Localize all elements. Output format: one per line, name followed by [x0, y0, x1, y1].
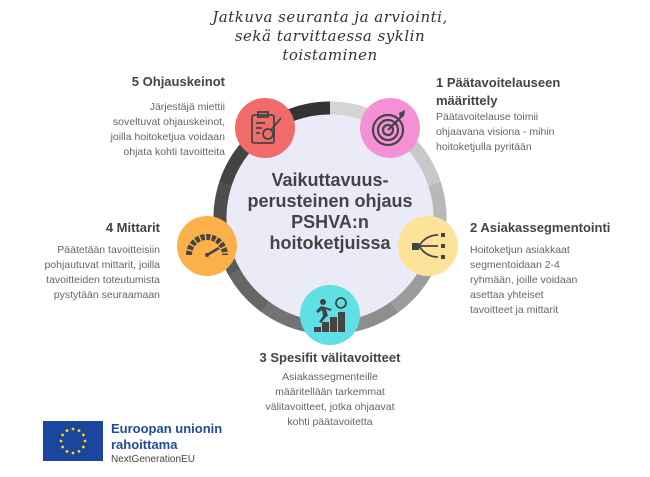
- desc-line: tavoitteiden toteutumista: [46, 274, 160, 286]
- eu-star: [78, 429, 81, 432]
- desc-line: Hoitoketjun asiakkaat: [470, 244, 570, 256]
- desc-line: Päätetään tavoitteisiin: [57, 244, 160, 256]
- desc-line: ryhmään, joille voidaan: [470, 274, 578, 286]
- desc-line: asettaa yhteiset: [470, 289, 544, 301]
- step-3-title: [230, 349, 430, 367]
- desc-line: pohjautuvat mittarit, joilla: [44, 259, 160, 271]
- gauge-icon: [177, 216, 237, 276]
- eu-star: [66, 429, 69, 432]
- step-4-title: [20, 219, 160, 237]
- center-title-line: Vaikuttavuus-: [271, 170, 389, 190]
- step-1-title: [436, 74, 560, 110]
- note-line: toistaminen: [282, 46, 378, 64]
- title-line: 3 Spesifit välitavoitteet: [259, 350, 401, 365]
- eu-star: [72, 428, 75, 431]
- title-line: 5 Ohjauskeinot: [131, 74, 225, 89]
- desc-line: ohjaavana visiona - mihin: [436, 126, 555, 138]
- step-2-title: [470, 219, 610, 237]
- eu-star: [61, 446, 64, 449]
- segmentation-arrows-icon: [398, 216, 458, 276]
- eu-star: [82, 434, 85, 437]
- desc-line: kohti päätavoitetta: [287, 416, 373, 428]
- desc-line: soveltuvat ohjauskeinot,: [112, 116, 225, 128]
- eu-star: [84, 440, 87, 443]
- note-line: sekä tarvittaessa syklin: [234, 27, 426, 45]
- step-2-description: [470, 243, 577, 318]
- eu-flag: [43, 421, 103, 461]
- eu-star: [60, 440, 63, 443]
- desc-line: Järjestäjä miettii: [149, 101, 225, 113]
- desc-line: segmentoidaan 2-4: [470, 259, 560, 271]
- desc-line: joilla hoitoketjua voidaan: [110, 131, 225, 143]
- eu-star: [72, 452, 75, 455]
- title-line: määrittely: [436, 93, 498, 108]
- handwritten-note: [190, 8, 470, 65]
- desc-line: ohjata kohti tavoitteita: [123, 146, 225, 158]
- desc-line: välitavoitteet, jotka ohjaavat: [265, 401, 395, 413]
- title-line: 2 Asiakassegmentointi: [470, 220, 611, 235]
- desc-line: hoitoketjulla pyritään: [436, 141, 532, 153]
- step-1-description: [436, 110, 554, 155]
- center-title-line: PSHVA:n: [291, 212, 369, 232]
- eu-funding-text: [111, 421, 222, 453]
- step-4-description: [20, 243, 160, 303]
- center-title-line: hoitoketjuissa: [269, 233, 391, 253]
- step-5-description: [70, 100, 225, 160]
- center-title: [240, 170, 420, 254]
- eu-line: Euroopan unionin: [111, 421, 223, 436]
- step-3-description: [230, 370, 430, 430]
- center-title-line: perusteinen ohjaus: [247, 191, 413, 211]
- title-line: 1 Päätavoitelauseen: [436, 75, 561, 90]
- step-5-title: [90, 73, 225, 91]
- clipboard-gear-icon: [235, 98, 295, 158]
- note-line: Jatkuva seuranta ja arviointi,: [212, 8, 448, 26]
- eu-star: [82, 446, 85, 449]
- eu-star: [78, 450, 81, 453]
- next-generation-eu-text: NextGenerationEU: [111, 454, 195, 465]
- desc-line: määritellään tarkemmat: [275, 386, 385, 398]
- desc-line: pystytään seuraamaan: [53, 289, 160, 301]
- desc-line: Päätavoitelause toimii: [436, 111, 539, 123]
- eu-star: [61, 434, 64, 437]
- eu-star: [66, 450, 69, 453]
- desc-line: Asiakassegmenteille: [282, 371, 378, 383]
- target-icon: [360, 98, 420, 158]
- desc-line: tavoitteet ja mittarit: [470, 304, 559, 316]
- title-line: 4 Mittarit: [105, 220, 160, 235]
- climbing-steps-icon: [300, 285, 360, 345]
- eu-line: rahoittama: [111, 437, 178, 452]
